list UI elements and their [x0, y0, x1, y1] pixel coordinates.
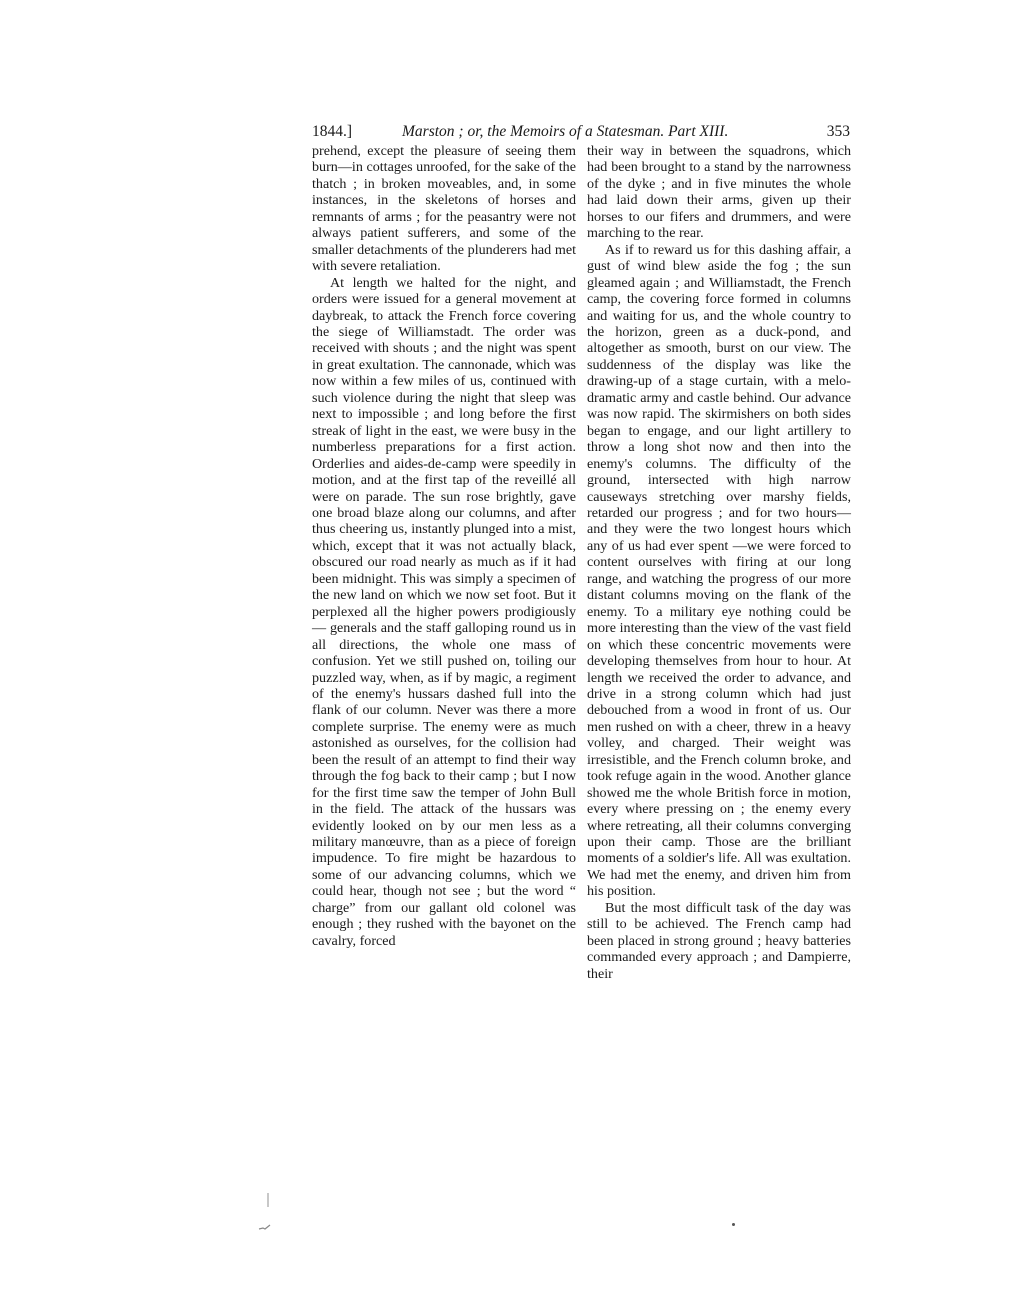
- left-paragraph-2: At length we halted for the night, and orders were issued for a general movement at daybreak, to attack the French force covering the siege of Williamstadt. The order was received with shouts ; and the night was spent in great exultation. The cannonade, which was now within a few miles of us, continued with such violence during the night that sleep was next to impossible ; and long before the first streak of light in the east, we were busy in the numberless preparations for a first action. Orderlies and aides-de-camp were speedily in motion, and at the first tap of the reveillé all were on parade. The sun rose brightly, gave one broad blaze along our columns, and after thus cheering us, instantly plunged into a mist, which, except that it was not actually black, obscured our road nearly as much as if it had been midnight. This was simply a specimen of the new land on which we now set foot. But it perplexed all the higher powers prodigiously — generals and the staff galloping round us in all directions, the whole one mass of confusion. Yet we still pushed on, toiling our puzzled way, when, as if by magic, a regiment of the enemy's hussars dashed full into the flank of our column. Never was there a more complete surprise. The enemy were as much astonished as ourselves, for the collision had been the result of an attempt to find their way through the fog back to their camp ; but I now for the first time saw the temper of John Bull in the field. The attack of the hussars was evidently looked on by our men less as a military manœuvre, than as a piece of foreign impudence. To fire might be hazardous to some of our advancing columns, which we could hear, though not see ; but the word “ charge” from our gallant old colonel was enough ; they rushed with the bayonet on the cavalry, forced: [312, 274, 576, 949]
- running-head-year: 1844.]: [312, 123, 353, 140]
- page-number: 353: [826, 123, 850, 140]
- running-head-title: Marston ; or, the Memoirs of a Statesman. Part XIII.: [402, 123, 729, 140]
- scan-artifact-mark: [258, 1224, 272, 1230]
- scan-artifact-line: [267, 1193, 269, 1207]
- scan-artifact-dot: [732, 1223, 735, 1226]
- running-head: [312, 121, 850, 143]
- left-column: [312, 143, 576, 949]
- left-paragraph-1: prehend, except the pleasure of seeing them burn—in cottages unroofed, for the sake of the thatch ; in broken moveables, and, in some instances, in the skeletons of horses and remnants of arms ; for the peasantry were not always patient sufferers, and some of the smaller detachments of the plunderers had met with severe retaliation.: [312, 143, 576, 275]
- right-paragraph-2: As if to reward us for this dashing affair, a gust of wind blew aside the fog ; the sun gleamed again ; and Williamstadt, the French camp, the covering force formed in columns and waiting for us, and the whole country to the horizon, green as a duck-pond, and altogether as smooth, burst on our view. The suddenness of the display was like the drawing-up of a stage curtain, with a melo-dramatic army and castle behind. Our advance was now rapid. The skirmishers on both sides began to engage, and our light artillery to throw a long shot now and then into the enemy's columns. The difficulty of the ground, intersected with high narrow causeways stretching over marshy fields, retarded our progress ; and for two hours—and they were the two longest hours which any of us had ever spent —we were forced to content ourselves with firing at our long range, and watching the progress of our more distant columns moving on the flank of the enemy. To a military eye nothing could be more interesting than the view of the vast field on which these concentric movements were developing themselves from hour to hour. At length we received the order to advance, and drive in a strong column which had just debouched from a wood in front of us. Our men rushed on with a cheer, threw in a heavy volley, and charged. Their weight was irresistible, and the French column broke, and took refuge again in the wood. Another glance showed me the whole British force in motion, every where pressing on ; the enemy every where retreating, all their columns converging upon their camp. Those are the brilliant moments of a soldier's life. All was exultation. We had met the enemy, and driven him from his position.: [587, 241, 851, 900]
- right-paragraph-1: their way in between the squadrons, which had been brought to a stand by the narrowness of the dyke ; and in five minutes the whole had laid down their arms, given up their horses to our fifers and drummers, and were marching to the rear.: [587, 143, 851, 242]
- right-paragraph-3: But the most difficult task of the day was still to be achieved. The French camp had been placed in strong ground ; heavy batteries commanded every approach ; and Dampierre, their: [587, 899, 851, 982]
- right-column: [587, 143, 851, 982]
